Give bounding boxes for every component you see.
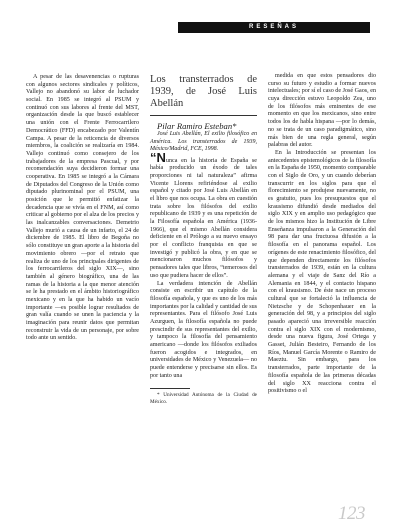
author-footnote: * Universidad Autónoma de la Ciudad de México. [150, 392, 257, 405]
text-column-middle [150, 74, 257, 405]
review-author: Pilar Ramiro Esteban* [157, 121, 237, 131]
body-paragraph: La verdadera intención de Abellán consiste en escribir un capítulo de la filosofía española, y que es uno de los más importantes por la calidad y cantidad de sus representantes. Para el filósofo José Luis Azurguen, la filosofía española no puede prescindir de sus representantes del exilio, y tampoco la filosofía del pensamiento americano —donde los filósofos exiliados fueron acogidos e integrados, en universidades de México y Venezuela— no puede entenderse y precisarse sin ellos. Es por tanto una [150, 280, 257, 379]
body-paragraph: En la Introducción se presentan los antecedentes epistemológicos de la filosofía en la España de 1950, momento comparable con el Siglo de Oro, y un cuando deberían transcurrir en los siglos para que el florecimiento se produjese nuevamente, no es gratuito, pues los presupuestos que el krausismo difundió desde mediados del siglo XIX y en amplio uso pedagógico que de los mismos hizo la Institución de Libre Enseñanza impulsaron a la Generación del 98 para dar una fructuosa difusión a la filosofía en el panorama español. Los orígenes de este renacimiento filosófico, del que dependen directamente los filósofos transterrados de 1939, están en la cultura alemana y el viaje de Sanz del Río a Alemania en 1844, y el contacto hispano con el krausismo. De éste nace un proceso cultural que se fortaleció la influencia de Nietzsche y de Schopenhauer en la generación del 98, y a principios del siglo pasado apareció una irreversible reacción contra el siglo XIX con el modernismo, desde una nueva figura, José Ortega y Gasset, Julián Besteiro, Fernando de los Ríos, Manuel García Morente o Ramiro de Maeztu. Sin embargo, para los transterrados, parte importante de la filosofía española de las primeras décadas del siglo XX reacciona contra el positivismo o el [268, 149, 376, 395]
review-body [150, 149, 257, 381]
body-paragraph-text: unca en la historia de España se había producido un éxodo de tales proporciones ni tal naturaleza” afirma Vicente Llorens refiriéndose al exilio español y citado por José Luis Abellán en el libro que nos ocupa. La obra en cuestión trata sobre los filósofos del exilio republicano de 1939 y es una repetición de la Filosofía española en América (1936-1966), que el mismo Abellán considera deficiente en el Prólogo a su nuevo ensayo por el conflicto franquista en que se investigó y publicó la obra, y en que se mencionaron muchos filósofos y pensadores tales que libros, “temerosos del uso que pudiera hacer de ellos”. [150, 157, 257, 279]
text-column-right [268, 73, 376, 396]
review-title: Los transterrados de 1939, de José Luis Abellán [150, 74, 257, 109]
section-header-label: RESEÑAS [248, 24, 299, 30]
title-rule [150, 115, 257, 116]
footnote-rule [150, 388, 190, 389]
body-paragraph: A pesar de las desavenencias o rupturas con algunos sectores sindicales y políticos, Vallejo no abandonó su labor de luchador social. En 1985 se integró al PSUM y continuó con sus labores al frente del MST, organización desde la que buscó establecer una unión con el Frente Ferrocarrilero Democrático (FFD) encabezado por Valentín Campa. A pesar de la reticencia de diversos miembros, la coalición se realizaría en 1984. Vallejo continuó como consejero de los trabajadores de la empresa Pascual, y por recomendación suya decidieron formar una cooperativa. En 1985 se integró a la Cámara de Diputados del Congreso de la Unión como diputado plurinominal por el PSUM, una posición que le permitió enfatizar la decadencia que se vivía en el FNM, así como criticar al gobierno por el alza de los precios y las inalcanzables conversaciones. Demetrio Vallejo murió a causa de un infarto, el 24 de diciembre de 1985. El libro de Begoña no sólo constituye un gran aporte a la historia del movimiento obrero —por el retrato que realiza de uno de los principales dirigentes de los ferrocarrileros del siglo XIX—, sino también al género biográfico, una de las ramas de la historia a la que menor atención se le ha prestado en el ámbito historiográfico mexicano y en la que ha habido un vacío importante —es posible lograr resultados de gran valía cuando se unen la paciencia y la imaginación para reunir datos que permitan reconstruir la vida de un personaje, por sobre todo ante un sentido. [26, 74, 139, 342]
book-reference: José Luis Abellán, El exilio filosófico en América. Los transterrados de 1939, México/Madrid, FCE, 1998. [150, 131, 257, 152]
body-paragraph-first [150, 149, 257, 281]
text-column-left [26, 74, 139, 343]
page-number: 123 [338, 503, 365, 524]
dropcap-letter: “N [150, 149, 166, 165]
body-paragraph: medida en que estos pensadores dio curso su futuro y estudio a formar nuevos intelectuales; por sí el caso de José Gaos, en cuya dirección estuvo Leopoldo Zea, uno de los filósofos más eminentes de ese momento en que los mexicanos, sino entre todos los de habla hispana —por lo demás, no se trata de un caso paradigmático, sino más bien de una regla general, según palabras del autor. [268, 73, 376, 149]
